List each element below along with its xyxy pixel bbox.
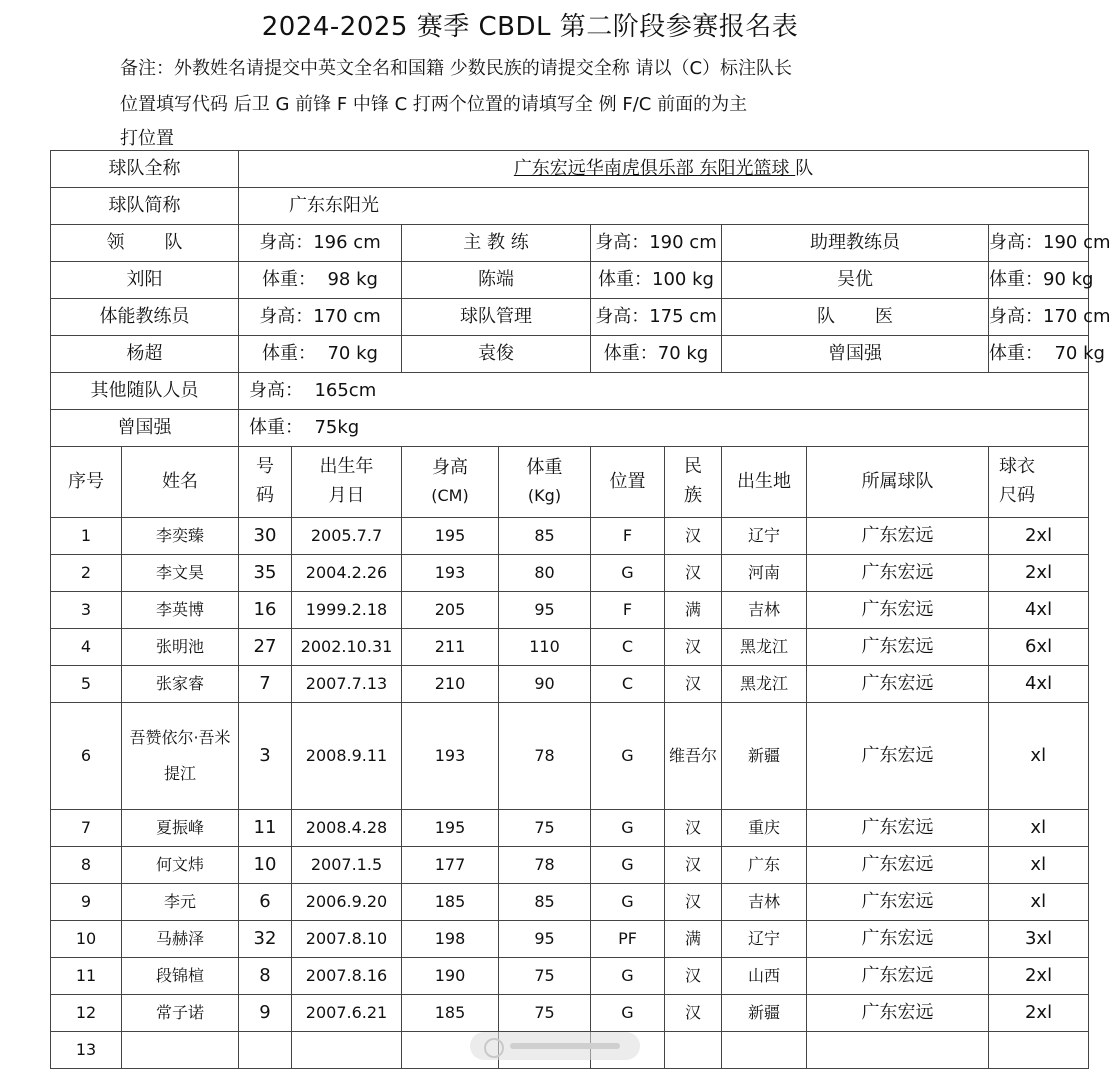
player-name: 李文昊 [122,555,239,592]
empty-cell [239,1032,292,1069]
player-no: 8 [51,847,122,884]
player-height: 193 [402,555,499,592]
player-name: 常子诺 [122,995,239,1032]
team-full-label: 球队全称 [51,151,239,188]
player-ethnicity: 汉 [665,555,722,592]
player-position: G [591,810,665,847]
other-staff-label: 其他随队人员 [51,373,239,410]
staff-name: 曾国强 [722,336,989,373]
header-height: 身高 (CM) [402,447,499,518]
player-no: 6 [51,703,122,810]
table-row [51,629,1089,666]
player-number: 32 [239,921,292,958]
player-club: 广东宏远 [807,592,989,629]
player-size: xl [989,703,1089,810]
player-height: 211 [402,629,499,666]
player-weight: 85 [499,518,591,555]
player-no: 1 [51,518,122,555]
player-number: 27 [239,629,292,666]
staff-weight: 体重： 70 kg [239,336,402,373]
table-row [51,958,1089,995]
other-staff-weight: 体重： 75kg [239,410,1089,447]
player-birth: 2006.9.20 [292,884,402,921]
player-number: 7 [239,666,292,703]
staff-name: 杨超 [51,336,239,373]
player-club: 广东宏远 [807,629,989,666]
player-birth: 2002.10.31 [292,629,402,666]
player-weight: 78 [499,847,591,884]
player-no: 10 [51,921,122,958]
player-birth: 2004.2.26 [292,555,402,592]
form-title: 2024-2025 赛季 CBDL 第二阶段参赛报名表 [261,12,799,42]
player-ethnicity: 满 [665,921,722,958]
player-weight: 95 [499,921,591,958]
player-size: 4xl [989,666,1089,703]
player-ethnicity: 满 [665,592,722,629]
player-birthplace: 山西 [722,958,807,995]
player-number: 35 [239,555,292,592]
staff-role: 主 教 练 [402,225,591,262]
player-no: 4 [51,629,122,666]
staff-weight: 体重：90 kg [989,262,1089,299]
player-birthplace: 重庆 [722,810,807,847]
staff-height: 身高：170 cm [239,299,402,336]
player-club: 广东宏远 [807,666,989,703]
player-no: 7 [51,810,122,847]
staff-name: 刘阳 [51,262,239,299]
player-position: G [591,958,665,995]
staff-name: 陈端 [402,262,591,299]
player-weight: 75 [499,958,591,995]
player-height: 198 [402,921,499,958]
note-line-3: 打位置 [120,128,174,149]
registration-table [50,150,1111,1069]
player-club: 广东宏远 [807,995,989,1032]
player-name: 马赫泽 [122,921,239,958]
table-row [51,884,1089,921]
watermark [470,1032,640,1060]
player-birth: 2008.9.11 [292,703,402,810]
empty-cell [722,1032,807,1069]
staff-role: 队 医 [722,299,989,336]
player-no: 9 [51,884,122,921]
player-no: 5 [51,666,122,703]
player-birthplace: 黑龙江 [722,666,807,703]
player-position: PF [591,921,665,958]
header-weight: 体重 (Kg) [499,447,591,518]
player-number: 9 [239,995,292,1032]
table-row [51,810,1089,847]
table-row [51,666,1089,703]
player-ethnicity: 汉 [665,847,722,884]
table-row [51,847,1089,884]
watermark-text-blur [510,1043,620,1049]
player-position: G [591,847,665,884]
player-position: G [591,555,665,592]
player-birth: 1999.2.18 [292,592,402,629]
note-line-1: 备注：外教姓名请提交中英文全名和国籍 少数民族的请提交全称 请以（C）标注队长 [120,58,793,79]
player-weight: 90 [499,666,591,703]
player-weight: 75 [499,995,591,1032]
staff-name: 吴优 [722,262,989,299]
player-club: 广东宏远 [807,703,989,810]
staff-name: 袁俊 [402,336,591,373]
staff-height: 身高：196 cm [239,225,402,262]
player-position: G [591,703,665,810]
staff-role: 领 队 [51,225,239,262]
note-line-2: 位置填写代码 后卫 G 前锋 F 中锋 C 打两个位置的请填写全 例 F/C 前面的为主 [120,94,748,115]
player-name: 张家睿 [122,666,239,703]
player-birth: 2007.7.13 [292,666,402,703]
header-club: 所属球队 [807,447,989,518]
player-position: F [591,592,665,629]
player-birthplace: 吉林 [722,884,807,921]
player-weight: 75 [499,810,591,847]
player-club: 广东宏远 [807,921,989,958]
player-ethnicity: 汉 [665,629,722,666]
player-number: 11 [239,810,292,847]
table-row [51,995,1089,1032]
staff-role: 体能教练员 [51,299,239,336]
player-number: 16 [239,592,292,629]
player-birthplace: 吉林 [722,592,807,629]
player-name: 吾赞依尔·吾米提江 [122,703,239,810]
player-number: 10 [239,847,292,884]
player-ethnicity: 汉 [665,884,722,921]
player-no: 3 [51,592,122,629]
player-number: 3 [239,703,292,810]
player-position: G [591,995,665,1032]
player-birth: 2007.6.21 [292,995,402,1032]
player-position: F [591,518,665,555]
player-height: 185 [402,995,499,1032]
player-weight: 80 [499,555,591,592]
player-size: 4xl [989,592,1089,629]
player-club: 广东宏远 [807,518,989,555]
other-staff-name: 曾国强 [51,410,239,447]
player-club: 广东宏远 [807,555,989,592]
player-birthplace: 辽宁 [722,518,807,555]
player-height: 195 [402,518,499,555]
player-birth: 2008.4.28 [292,810,402,847]
player-birthplace: 新疆 [722,703,807,810]
player-ethnicity: 汉 [665,666,722,703]
player-club: 广东宏远 [807,884,989,921]
team-full-name: 广东宏远华南虎俱乐部 东阳光篮球 [513,157,796,179]
player-no: 2 [51,555,122,592]
player-height: 193 [402,703,499,810]
table-row [51,555,1089,592]
other-staff-height: 身高： 165cm [239,373,1089,410]
player-ethnicity: 汉 [665,810,722,847]
player-name: 李元 [122,884,239,921]
player-number: 30 [239,518,292,555]
player-size: xl [989,810,1089,847]
player-number: 6 [239,884,292,921]
empty-cell [989,1032,1089,1069]
table-row [51,592,1089,629]
player-size: xl [989,884,1089,921]
header-number: 号 码 [239,447,292,518]
player-weight: 85 [499,884,591,921]
empty-cell [665,1032,722,1069]
team-full-name-cell [239,151,1089,188]
player-name: 李英博 [122,592,239,629]
player-no: 11 [51,958,122,995]
player-ethnicity: 汉 [665,995,722,1032]
staff-height: 身高：175 cm [591,299,722,336]
player-size: 2xl [989,518,1089,555]
player-birth: 2005.7.7 [292,518,402,555]
player-weight: 110 [499,629,591,666]
player-size: 3xl [989,921,1089,958]
player-height: 195 [402,810,499,847]
player-position: C [591,629,665,666]
player-club: 广东宏远 [807,810,989,847]
player-height: 205 [402,592,499,629]
player-name: 张明池 [122,629,239,666]
header-birth: 出生年 月日 [292,447,402,518]
player-birth: 2007.1.5 [292,847,402,884]
player-number: 8 [239,958,292,995]
player-size: 2xl [989,958,1089,995]
player-club: 广东宏远 [807,958,989,995]
table-row [51,518,1089,555]
player-birthplace: 新疆 [722,995,807,1032]
header-position: 位置 [591,447,665,518]
player-weight: 95 [499,592,591,629]
player-name: 夏振峰 [122,810,239,847]
table-row [51,921,1089,958]
player-height: 177 [402,847,499,884]
player-header-row [51,447,1089,518]
player-name: 段锦楦 [122,958,239,995]
player-height: 210 [402,666,499,703]
player-ethnicity: 维吾尔 [665,703,722,810]
header-ethnicity: 民 族 [665,447,722,518]
player-ethnicity: 汉 [665,518,722,555]
header-size: 球衣 尺码 [989,447,1089,518]
player-height: 190 [402,958,499,995]
header-name: 姓名 [122,447,239,518]
player-size: 2xl [989,555,1089,592]
staff-role: 球队管理 [402,299,591,336]
team-short-label: 球队简称 [51,188,239,225]
player-name: 何文炜 [122,847,239,884]
team-full-suffix: 队 [795,157,814,179]
team-short-name: 广东东阳光 [239,188,1089,225]
staff-weight: 体重：70 kg [591,336,722,373]
player-name: 李奕臻 [122,518,239,555]
player-no: 13 [51,1032,122,1069]
player-birthplace: 黑龙江 [722,629,807,666]
header-birthplace: 出生地 [722,447,807,518]
table-row [51,703,1089,810]
header-no: 序号 [51,447,122,518]
watermark-logo-icon [484,1038,504,1058]
player-birthplace: 辽宁 [722,921,807,958]
staff-weight: 体重：100 kg [591,262,722,299]
player-birthplace: 河南 [722,555,807,592]
empty-cell [122,1032,239,1069]
staff-height: 身高：190 cm [591,225,722,262]
player-position: G [591,884,665,921]
player-size: 2xl [989,995,1089,1032]
player-size: 6xl [989,629,1089,666]
player-club: 广东宏远 [807,847,989,884]
staff-height: 身高：190 cm [989,225,1089,262]
player-position: C [591,666,665,703]
staff-role: 助理教练员 [722,225,989,262]
player-birth: 2007.8.16 [292,958,402,995]
player-birthplace: 广东 [722,847,807,884]
staff-weight: 体重： 98 kg [239,262,402,299]
empty-cell [292,1032,402,1069]
player-birth: 2007.8.10 [292,921,402,958]
player-weight: 78 [499,703,591,810]
player-no: 12 [51,995,122,1032]
player-height: 185 [402,884,499,921]
staff-weight: 体重： 70 kg [989,336,1089,373]
staff-height: 身高：170 cm [989,299,1089,336]
player-ethnicity: 汉 [665,958,722,995]
player-size: xl [989,847,1089,884]
empty-cell [807,1032,989,1069]
